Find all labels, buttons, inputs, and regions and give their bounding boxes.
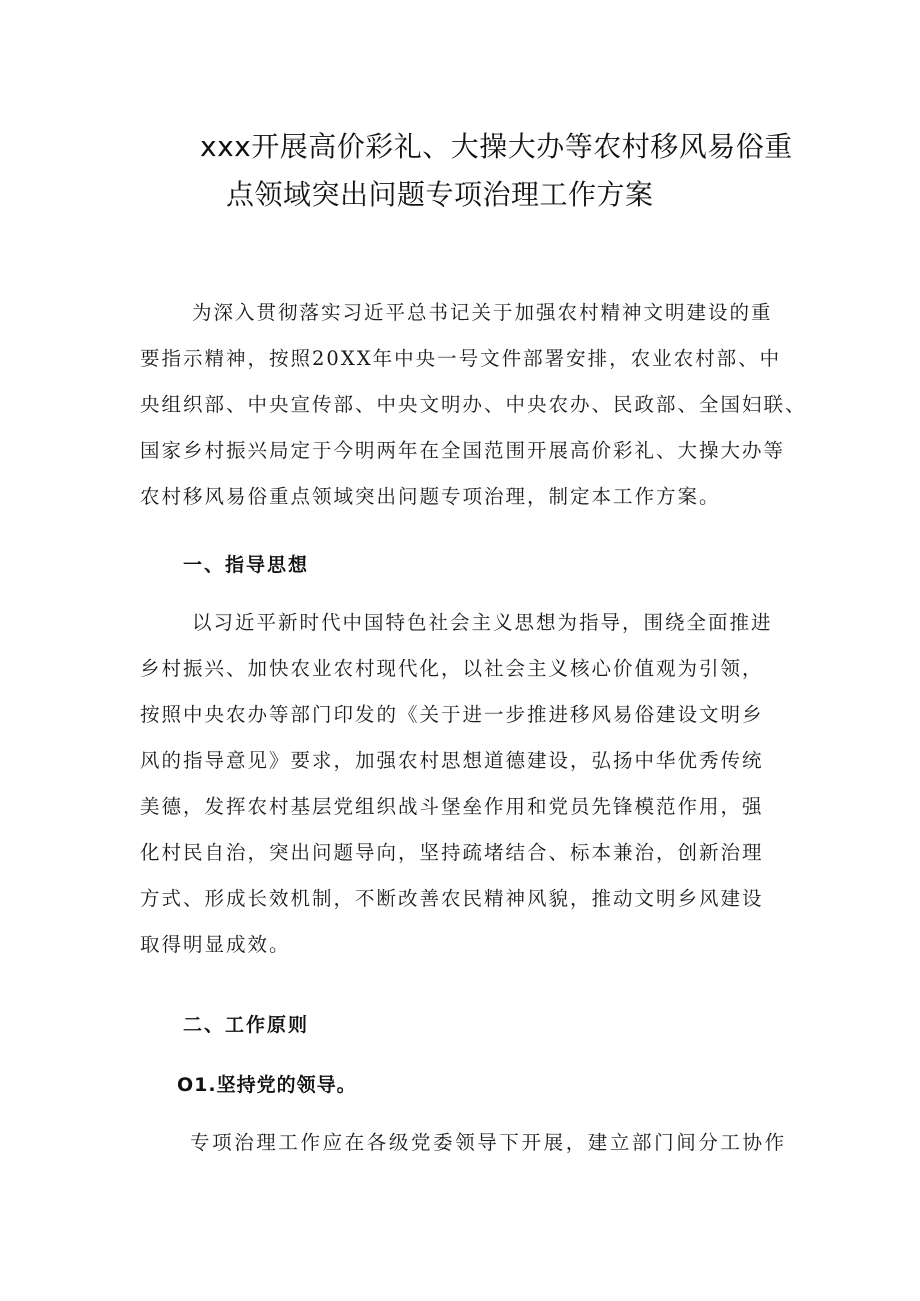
guiding-ideology-paragraph bbox=[140, 600, 780, 968]
document-title-line-2: 点领域突出问题专项治理工作方案 bbox=[226, 178, 654, 211]
document-title-line-1: xxx开展高价彩礼、大操大办等农村移风易俗重 bbox=[200, 130, 793, 163]
paragraph-line: 取得明显成效。 bbox=[140, 933, 291, 956]
party-leadership-paragraph: 专项治理工作应在各级党委领导下开展，建立部门间分工协作 bbox=[190, 1131, 787, 1154]
paragraph-line: 方式、形成长效机制，不断改善农民精神风貌，推动文明乡风建设 bbox=[140, 887, 764, 910]
paragraph-line: 乡村振兴、加快农业农村现代化，以社会主义核心价值观为引领， bbox=[140, 657, 764, 680]
paragraph-line: 风的指导意见》要求，加强农村思想道德建设，弘扬中华优秀传统 bbox=[140, 749, 764, 772]
paragraph-line: 国家乡村振兴局定于今明两年在全国范围开展高价彩礼、大操大办等 bbox=[140, 439, 786, 462]
paragraph-line: 化村民自治，突出问题导向，坚持疏堵结合、标本兼治，创新治理 bbox=[140, 841, 764, 864]
paragraph-line: 要指示精神，按照20XX年中央一号文件部署安排，农业农村部、中 bbox=[140, 347, 782, 370]
paragraph-line: 按照中央农办等部门印发的《关于进一步推进移风易俗建设文明乡 bbox=[140, 703, 764, 726]
subsection-heading-party-leadership: O1.坚持党的领导。 bbox=[177, 1074, 357, 1096]
section-heading-work-principles: 二、工作原则 bbox=[183, 1014, 310, 1036]
section-heading-guiding-ideology: 一、指导思想 bbox=[183, 554, 310, 576]
paragraph-line: 美德，发挥农村基层党组织战斗堡垒作用和党员先锋模范作用，强 bbox=[140, 795, 764, 818]
paragraph-line: 以习近平新时代中国特色社会主义思想为指导，围绕全面推进 bbox=[192, 611, 773, 634]
paragraph-line: 为深入贯彻落实习近平总书记关于加强农村精神文明建设的重 bbox=[192, 301, 773, 324]
paragraph-line: 农村移风易俗重点领域突出问题专项治理，制定本工作方案。 bbox=[140, 485, 721, 508]
paragraph-line: 央组织部、中央宣传部、中央文明办、中央农办、民政部、全国妇联、 bbox=[140, 393, 807, 416]
intro-paragraph bbox=[140, 290, 807, 520]
